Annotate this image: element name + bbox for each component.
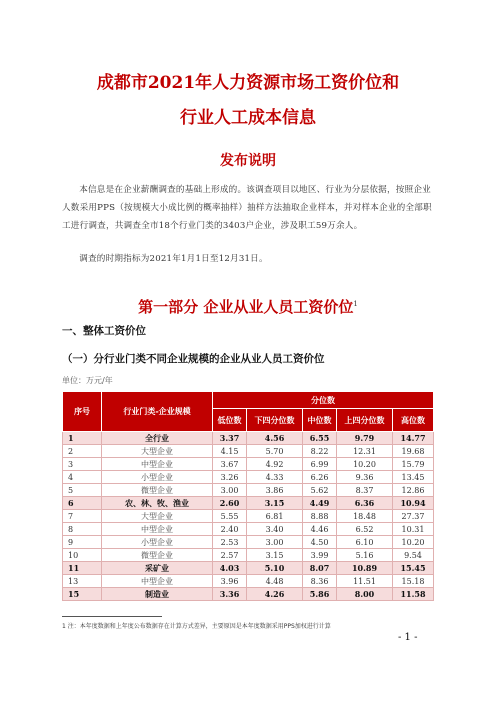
row-value-cell: 6.81 [247, 510, 303, 523]
row-value-cell: 10.31 [392, 523, 433, 536]
table-row [63, 484, 434, 497]
page-number: - 1 - [398, 632, 418, 643]
row-index-cell: 2 [63, 445, 102, 458]
row-value-cell: 5.55 [213, 510, 247, 523]
row-index-cell: 7 [63, 510, 102, 523]
table-row [63, 458, 434, 471]
col-header-p50: 中位数 [302, 409, 336, 432]
row-name-cell: 中型企业 [102, 458, 213, 471]
row-value-cell: 3.67 [213, 458, 247, 471]
row-value-cell: 3.00 [213, 484, 247, 497]
row-value-cell: 10.20 [337, 458, 393, 471]
row-name-cell: 大型企业 [102, 510, 213, 523]
wage-table [62, 391, 434, 601]
row-index-cell: 8 [63, 523, 102, 536]
section-subtitle: 发布说明 [220, 153, 276, 169]
row-value-cell: 18.48 [337, 510, 393, 523]
table-row [63, 445, 434, 458]
row-index-cell: 6 [63, 497, 102, 510]
row-value-cell: 8.07 [302, 562, 336, 575]
row-value-cell: 8.00 [337, 588, 393, 601]
row-value-cell: 2.60 [213, 497, 247, 510]
row-value-cell: 3.15 [247, 497, 303, 510]
row-value-cell: 8.22 [302, 445, 336, 458]
row-value-cell: 9.36 [337, 471, 393, 484]
document-title-line2: 行业人工成本信息 [180, 108, 316, 128]
document-title-line1: 成都市2021年人力资源市场工资价位和 [96, 73, 400, 93]
period-paragraph: 调查的时期指标为2021年1月1日至12月31日。 [79, 254, 268, 264]
table-row [63, 497, 434, 510]
row-value-cell: 6.55 [302, 432, 336, 445]
row-value-cell: 9.54 [392, 549, 433, 562]
row-value-cell: 3.15 [247, 549, 303, 562]
row-value-cell: 4.49 [302, 497, 336, 510]
row-value-cell: 6.36 [337, 497, 393, 510]
row-value-cell: 5.16 [337, 549, 393, 562]
row-value-cell: 3.99 [302, 549, 336, 562]
row-value-cell: 5.86 [302, 588, 336, 601]
row-name-cell: 采矿业 [102, 562, 213, 575]
row-value-cell: 8.37 [337, 484, 393, 497]
row-value-cell: 4.26 [247, 588, 303, 601]
row-name-cell: 小型企业 [102, 471, 213, 484]
row-index-cell: 1 [63, 432, 102, 445]
heading-level2: （一）分行业门类不同企业规模的企业从业人员工资价位 [62, 353, 325, 365]
col-header-p10: 低位数 [213, 409, 247, 432]
row-value-cell: 4.03 [213, 562, 247, 575]
row-value-cell: 3.96 [213, 575, 247, 588]
row-value-cell: 15.79 [392, 458, 433, 471]
row-value-cell: 3.00 [247, 536, 303, 549]
row-value-cell: 10.20 [392, 536, 433, 549]
row-value-cell: 10.89 [337, 562, 393, 575]
part-title-text: 第一部分 企业从业人员工资价位 [138, 298, 354, 316]
table-row [63, 588, 434, 601]
row-value-cell: 2.40 [213, 523, 247, 536]
row-value-cell: 15.18 [392, 575, 433, 588]
row-value-cell: 15.45 [392, 562, 433, 575]
row-name-cell: 大型企业 [102, 445, 213, 458]
row-index-cell: 11 [63, 562, 102, 575]
row-index-cell: 15 [63, 588, 102, 601]
table-row [63, 432, 434, 445]
footnote-mark: 1 [353, 300, 358, 308]
row-value-cell: 4.50 [302, 536, 336, 549]
row-value-cell: 6.10 [337, 536, 393, 549]
row-name-cell: 中型企业 [102, 575, 213, 588]
intro-paragraph: 本信息是在企业薪酬调查的基础上形成的。该调查项目以地区、行业为分层依据，按照企业人数采用PPS（按规模大小成比例的概率抽样）抽样方法抽取企业样本，并对样本企业的全部职工进行调查，共调查全市18个行业门类的3403户企业，涉及职工59万余人。 [62, 185, 432, 231]
row-index-cell: 3 [63, 458, 102, 471]
row-value-cell: 4.33 [247, 471, 303, 484]
row-value-cell: 4.48 [247, 575, 303, 588]
row-value-cell: 2.57 [213, 549, 247, 562]
row-value-cell: 13.45 [392, 471, 433, 484]
row-value-cell: 5.10 [247, 562, 303, 575]
col-header-p25: 下四分位数 [247, 409, 303, 432]
table-row [63, 523, 434, 536]
row-value-cell: 19.68 [392, 445, 433, 458]
row-name-cell: 微型企业 [102, 549, 213, 562]
row-value-cell: 3.37 [213, 432, 247, 445]
heading-level1: 一、整体工资价位 [62, 325, 146, 337]
footnote: 1 注：本年度数据和上年度公布数据存在计算方式差异，主要原因是本年度数据采用PPS加权进行计算 [62, 623, 331, 630]
row-value-cell: 6.99 [302, 458, 336, 471]
row-value-cell: 4.15 [213, 445, 247, 458]
table-row [63, 562, 434, 575]
row-value-cell: 3.40 [247, 523, 303, 536]
row-value-cell: 3.36 [213, 588, 247, 601]
part-title [0, 296, 496, 317]
row-value-cell: 2.53 [213, 536, 247, 549]
row-value-cell: 9.79 [337, 432, 393, 445]
row-value-cell: 14.77 [392, 432, 433, 445]
row-value-cell: 8.36 [302, 575, 336, 588]
row-name-cell: 微型企业 [102, 484, 213, 497]
row-name-cell: 小型企业 [102, 536, 213, 549]
col-header-name: 行业门类-企业规模 [102, 392, 213, 432]
table-row [63, 536, 434, 549]
table-row [63, 549, 434, 562]
col-header-p90: 高位数 [392, 409, 433, 432]
row-value-cell: 4.56 [247, 432, 303, 445]
table-row [63, 471, 434, 484]
row-value-cell: 6.52 [337, 523, 393, 536]
row-value-cell: 12.86 [392, 484, 433, 497]
row-name-cell: 制造业 [102, 588, 213, 601]
row-value-cell: 10.94 [392, 497, 433, 510]
row-name-cell: 中型企业 [102, 523, 213, 536]
row-value-cell: 11.51 [337, 575, 393, 588]
row-value-cell: 27.37 [392, 510, 433, 523]
table-body [63, 432, 434, 601]
row-name-cell: 农、林、牧、渔业 [102, 497, 213, 510]
col-header-group: 分位数 [213, 392, 434, 409]
footnote-divider [62, 616, 162, 617]
row-value-cell: 4.92 [247, 458, 303, 471]
table-row [63, 510, 434, 523]
row-value-cell: 6.26 [302, 471, 336, 484]
row-value-cell: 5.62 [302, 484, 336, 497]
row-value-cell: 5.70 [247, 445, 303, 458]
row-value-cell: 3.26 [213, 471, 247, 484]
row-index-cell: 5 [63, 484, 102, 497]
row-index-cell: 13 [63, 575, 102, 588]
col-header-p75: 上四分位数 [337, 409, 393, 432]
row-value-cell: 8.88 [302, 510, 336, 523]
row-index-cell: 10 [63, 549, 102, 562]
row-index-cell: 9 [63, 536, 102, 549]
row-name-cell: 全行业 [102, 432, 213, 445]
row-value-cell: 3.86 [247, 484, 303, 497]
row-value-cell: 4.46 [302, 523, 336, 536]
table-row [63, 575, 434, 588]
unit-label: 单位：万元/年 [62, 376, 113, 385]
col-header-index: 序号 [63, 392, 102, 432]
row-value-cell: 12.31 [337, 445, 393, 458]
row-value-cell: 11.58 [392, 588, 433, 601]
row-index-cell: 4 [63, 471, 102, 484]
